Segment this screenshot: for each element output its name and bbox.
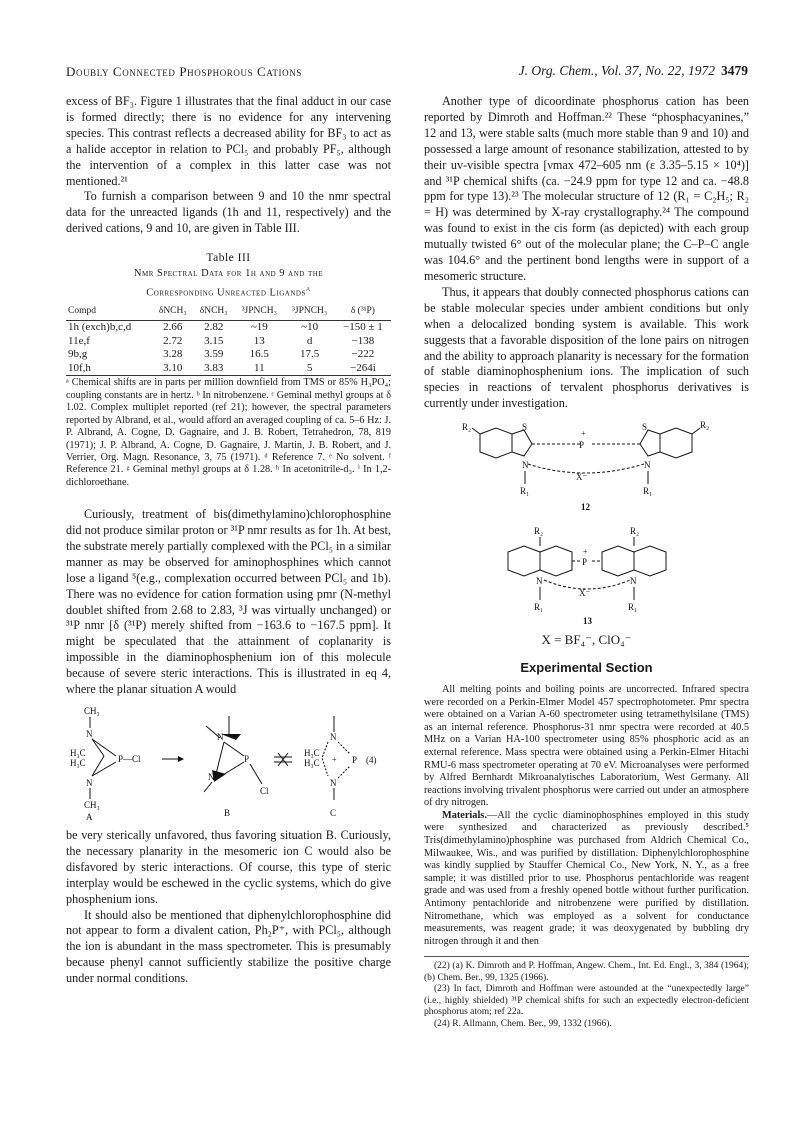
- counterion-definition: X = BF₄⁻, ClO₄⁻: [541, 632, 632, 648]
- paragraph: It should also be mentioned that diphenylchlorophosphine did not appear to form a divalent cation, Ph₂P⁺, with PCl₅, although the ion is abundant in the mass spectrometer. This is presumably because phenyl cannot sufficiently stabilize the positive charge under normal conditions.: [66, 907, 391, 986]
- nmr-table: [66, 303, 391, 377]
- table-footnotes: ᵃ Chemical shifts are in parts per million downfield from TMS or 85% H₃PO₄; coupling constants are in hertz. ᵇ In nitrobenzene. ᶜ Geminal methyl groups at δ 1.02. Complex multiplet reported (ref 21); however, the spectral parameters reported by Albrand, et al., would afford an averaged coupling of ca. 5–6 Hz: J. P. Albrand, A. Cogne, D. Gagnaire, and J. B. Robert, Tetrahedron, 78, 819 (1971); J. P. Albrand, A. Cogne, D. Gagnaire, J. Martin, J. B. Robert, and J. Verrier, Org. Magn. Resonance, 3, 75 (1971). ᵈ Reference 7. ᵉ No solvent. ᶠ Reference 21. ᵍ Geminal methyl groups at δ 1.28. ʰ In acetonitrile-d₃. ⁱ In 1,2-dichloroethane.: [66, 377, 391, 488]
- structure-label: B: [224, 808, 231, 818]
- paragraph: Another type of dicoordinate phosphorus cation has been reported by Dimroth and Hoffman.²² These “phosphacyanines,” 12 and 13, were stable salts (much more stable than 9 and 10) and possessed a large amount of resonance stabilization, attested to by their uv-visible spectra [νmax 472–605 nm (ε 3.35–5.15 × 10⁴)] and ³¹P chemical shifts (ca. −24.9 ppm for type 12 and ca. −48.8 ppm for type 13).²³ The molecular structure of 12 (R₁ = C₂H₅; R₂ = H) was determined by X-ray crystallography.²⁴ The compound was found to exist in the cis form (as depicted) with each group mutually twisted 6° out of the molecular plane; the C–P–C angle was 104.6° and the pertinent bond lengths were in support of a mesomeric structure.: [424, 94, 749, 283]
- structure-text: R₁: [628, 602, 638, 613]
- structure-text: R₂: [700, 420, 710, 431]
- paragraph: be very sterically unfavored, thus favoring situation B. Curiously, the necessary planarity in the mesomeric ion C would also be disfavored by steric interactions. Of course, this type of steric interplay would be eschewed in the cyclic systems, which do give phosphenium ions.: [66, 828, 391, 906]
- structure-text: P: [582, 557, 588, 568]
- eq-text: CH₃: [84, 800, 100, 810]
- table-header: δ (³¹P): [335, 303, 391, 321]
- table-header: ³JPNCH₃: [284, 303, 334, 321]
- left-column: [66, 94, 391, 987]
- structure-text: S: [642, 422, 648, 433]
- section-heading: Experimental Section: [520, 660, 653, 676]
- eq-text: N: [330, 778, 337, 788]
- structure-text: N: [644, 460, 651, 471]
- table-title: Table III: [206, 252, 251, 265]
- structure-text: R₁: [534, 602, 544, 613]
- equation-4-structures: [66, 704, 391, 822]
- footnote-references: [424, 956, 749, 1030]
- eq-text: P—Cl: [118, 754, 141, 764]
- eq-text: CH₃: [84, 706, 100, 716]
- table-header: Compd: [66, 303, 152, 321]
- structure-label: C: [330, 808, 337, 818]
- structure-text: P: [579, 440, 585, 451]
- eq-text: N: [86, 729, 93, 739]
- eq-text: Cl: [260, 786, 269, 796]
- reference: (22) (a) K. Dimroth and P. Hoffman, Angew. Chem., Int. Ed. Engl., 3, 384 (1964); (b) Chem. Ber., 99, 1325 (1966).: [424, 961, 749, 983]
- structure-text: R₂: [630, 526, 640, 537]
- eq-text: P: [352, 755, 358, 765]
- table-row: 11e,f 2.72 3.15 13 d −138: [68, 334, 375, 347]
- table-row: 1h (exch)b,c,d 2.66 2.82 ~19 ~10 −150 ± 1: [68, 321, 383, 334]
- paragraph: To furnish a comparison between 9 and 10 the nmr spectral data for the unreacted ligands (1h and 11, respectively) and the derived cations, 9 and 10, are given in Table III.: [66, 189, 391, 236]
- table-row: 9b,g 3.28 3.59 16.5 17.5 −222: [68, 348, 375, 361]
- journal-citation: J. Org. Chem., Vol. 37, No. 22, 1972: [518, 63, 715, 78]
- eq-text: N: [217, 732, 224, 742]
- compound-number: 13: [583, 616, 592, 627]
- page-number: 3479: [721, 63, 748, 78]
- structure-text: N: [522, 460, 529, 471]
- paragraph: Thus, it appears that doubly connected phosphorus cations can be stable molecular species under ambient conditions but only when a delocalized bonding system is available. This work suggests that a favorable disposition of the lone pairs on nitrogen and the ability to approach planarity is necessary for the formation of stable diaminophosphenium ions. The implication of such species in reactions of tervalent phosphorus derivatives is currently under investigation.: [424, 284, 749, 411]
- journal-header: [519, 63, 748, 79]
- structure-13: [424, 524, 749, 630]
- compound-number: 12: [581, 502, 590, 513]
- structure-text: +: [583, 547, 588, 557]
- eq-text: N: [330, 732, 337, 742]
- paragraph: excess of BF₃. Figure 1 illustrates that the final adduct in our case is formed directly; there is no evidence for any intervening species. This contrast reflects a decreased ability for BF₃ to act as a halide acceptor in relation to PCl₅ and probably PF₅, although the intervention of a complex in this latter case was not mentioned.²¹: [66, 94, 391, 188]
- structure-text: R₂: [462, 422, 472, 433]
- table-subtitle: Nmr Spectral Data for 1h and 9 and the Corresponding Unreacted Ligands$^a$: [133, 268, 324, 299]
- paragraph: All melting points and boiling points are uncorrected. Infrared spectra were recorded on a Perkin-Elmer Model 457 spectrophotometer. Pmr spectra were obtained on a Varian A-60 spectrometer using tetramethylsilane (TMS) as an internal reference. Phosphorus-31 nmr spectra were recorded at 40.5 MHz on a Varian HA-100 spectrometer using 85% phosphoric acid as an external reference. Mass spectra were obtained using a Perkin-Elmer Hitachi RMU-6 mass spectrometer operating at 70 eV. Microanalyses were performed by Alfred Bernhardt Mikroanalytisches Laboratorium, West Germany. All reactions involving trivalent phosphorus were carried out under an atmosphere of dry nitrogen.: [424, 683, 749, 809]
- eq-text: H₃C: [304, 748, 320, 758]
- running-title: Doubly Connected Phosphorous Cations: [66, 64, 302, 79]
- structure-text: +: [581, 429, 586, 439]
- structure-text: R₁: [643, 486, 653, 497]
- structure-text: R₂: [534, 526, 544, 537]
- structure-label: A: [86, 812, 93, 822]
- reference: (23) In fact, Dimroth and Hoffman were astounded at the “unexpectedly large” (i.e., highly shielded) ³¹P chemical shifts for such an expectedly electron-deficient phosphorus atom; ref 22a.: [424, 984, 749, 1018]
- structure-text: X⁻: [579, 588, 591, 599]
- eq-text: N: [86, 778, 93, 788]
- structure-text: N: [536, 576, 543, 587]
- reference: (24) R. Allmann, Chem. Ber., 99, 1332 (1966).: [434, 1018, 612, 1029]
- paragraph: Materials.—All the cyclic diaminophosphines employed in this study were synthesized and characterized as previously described.⁵ Tris(dimethylamino)phosphine was purchased from Aldrich Chemical Co., Milwaukee, Wis., and was purified by distillation. Diphenylchlorophosphine was kindly supplied by Stauffer Chemical Co., New York, N. Y., as a free sample; it was distilled prior to use. Phosphorus pentachloride was reagent grade and was used from a freshly opened bottle without further purification. Antimony pentachloride and nitrobenzene were purified by distillation. Nitromethane, which was employed as a solvent for conductance measurements, was reagent grade; it was deoxygenated by bubbling dry nitrogen through it and then: [424, 809, 749, 947]
- structure-12: [424, 418, 749, 518]
- eq-text: H₃C: [70, 758, 86, 768]
- table-header: ³JPNCH₃: [234, 303, 284, 321]
- structure-text: R₁: [520, 486, 530, 497]
- eq-text: H₃C: [304, 758, 320, 768]
- eq-text: P: [244, 754, 250, 764]
- structure-text: N: [630, 576, 637, 587]
- eq-text: H₃C: [70, 748, 86, 758]
- paragraph: Curiously, treatment of bis(dimethylamino)chlorophosphine did not produce similar proton or ³¹P nmr results as for 1h. At best, the substrate merely partially complexed with the PCl₅ in a similar manner as may be observed for aminophosphines which cannot lose a ligand ⁵(e.g., complexation occurred between PCl₅ and 1b). There was no evidence for cation formation using pmr (N-methyl doublet shifted from 2.68 to 2.83, ³J was virtually unchanged) or ³¹P nmr [δ (³¹P) merely shifted from −163.6 to −167.5 ppm]. It might be speculated that the attainment of coplanarity is impossible in the diaminophosphenium ion of this molecule because of severe steric interactions. This is illustrated in eq 4, where the planar situation A would: [66, 507, 391, 697]
- table-header: δNCH₃: [193, 303, 234, 321]
- structure-text: X⁻: [576, 472, 588, 483]
- eq-text: N: [208, 772, 215, 782]
- table-header: δNCH₃: [152, 303, 193, 321]
- structure-text: S: [522, 422, 528, 433]
- equation-number: (4): [366, 755, 377, 765]
- right-column: [424, 94, 749, 1030]
- table-row: 10f,h 3.10 3.83 11 5 −264i: [66, 362, 391, 376]
- eq-text: +: [332, 755, 337, 764]
